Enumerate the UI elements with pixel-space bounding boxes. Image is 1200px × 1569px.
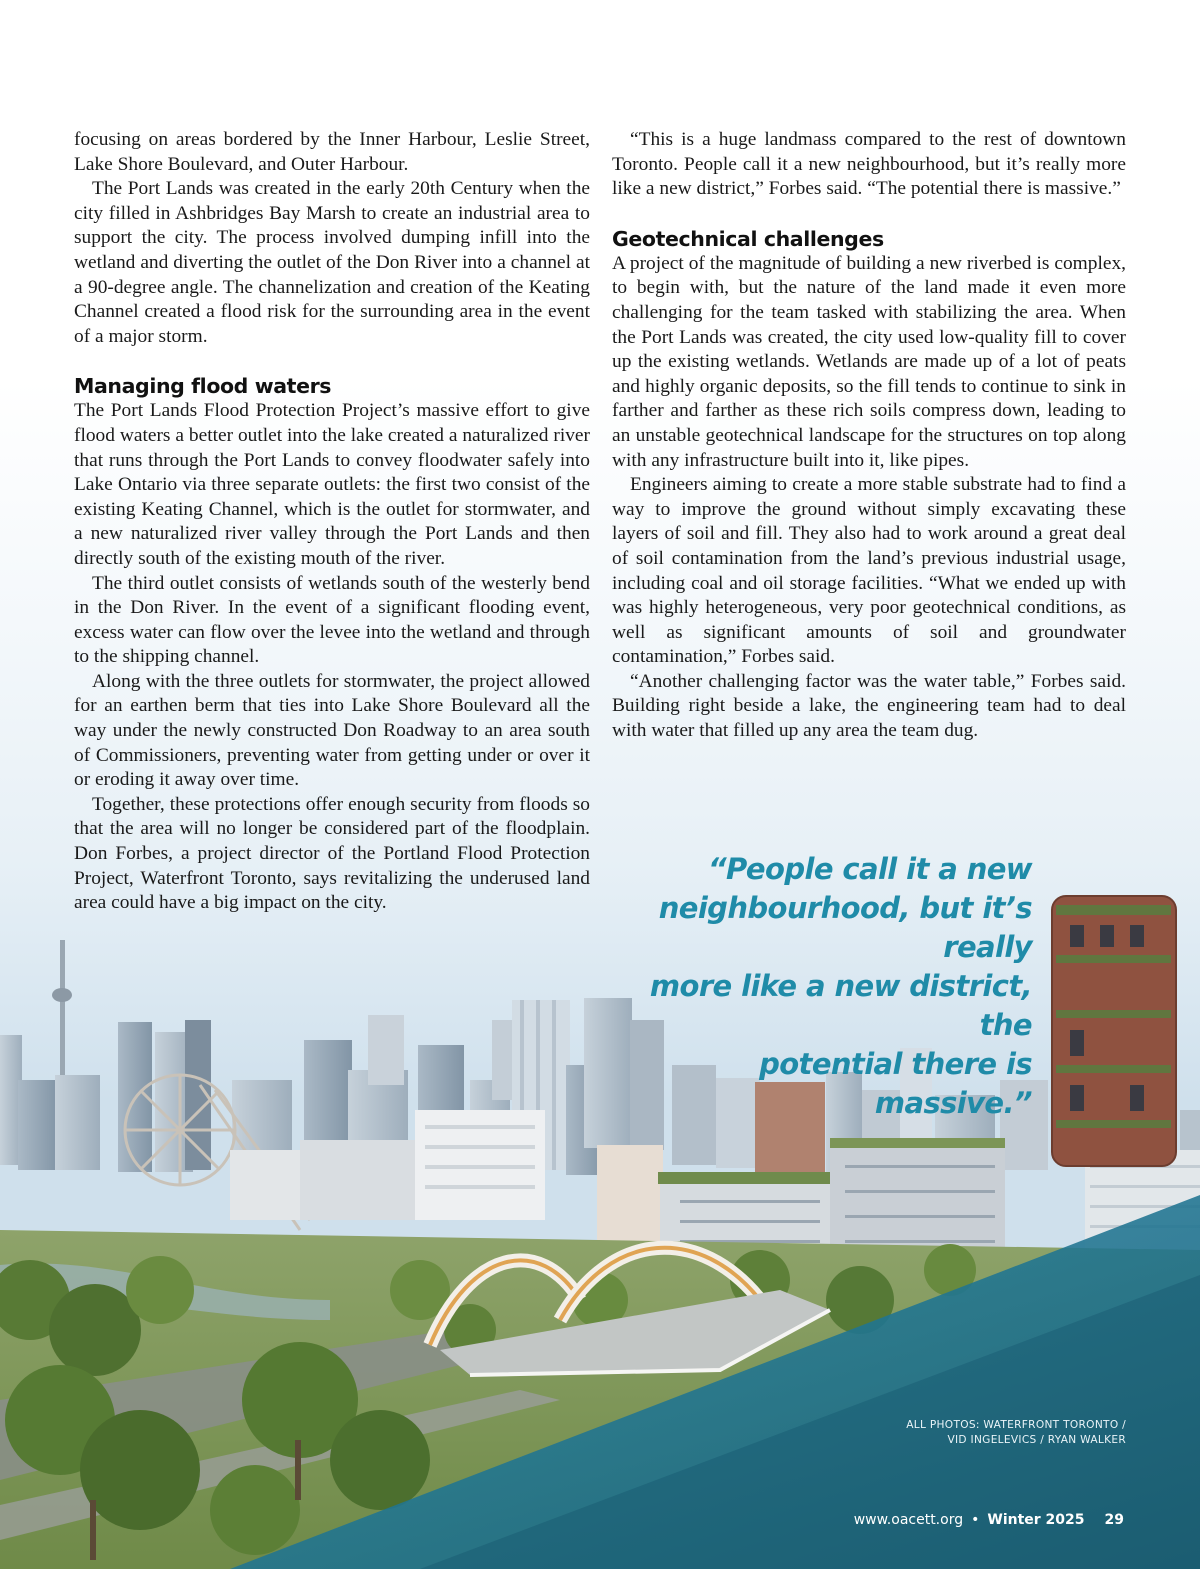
pull-quote-line: “People call it a new (707, 852, 1032, 886)
photo-credit-line: ALL PHOTOS: WATERFRONT TORONTO / (906, 1419, 1126, 1431)
green-tower (1052, 896, 1176, 1166)
right-column (612, 128, 1126, 744)
paragraph: Along with the three outlets for stormwater, the project allowed for an earthen berm that ties into Lake Shore Boulevard all the way under the newly constructed Don Roadway to an area south of Commissioners, preventing water from getting under or over it or eroding it away over time. (74, 670, 590, 791)
paragraph: Together, these protections offer enough security from floods so that the area will no longer be considered part of the floodplain. Don Forbes, a project director of the Portland Flood Protection Project, Waterfront Toronto, says revitalizing the underused land area could have a big impact on the city. (74, 793, 590, 914)
photo-credit (806, 1418, 1126, 1448)
pull-quote-line: more like a new district, the (649, 969, 1032, 1042)
pull-quote (600, 850, 1032, 1123)
pull-quote-line: neighbourhood, but it’s really (658, 891, 1032, 964)
paragraph: “This is a huge landmass compared to the rest of downtown Toronto. People call it a new neighbourhood, but it’s really more like a new district,” Forbes said. “The potential there is massive.” (612, 129, 1126, 200)
paragraph: “Another challenging factor was the water table,” Forbes said. Building right beside a lake, the engineering team had to deal with water that filled up any area the team dug. (612, 670, 1126, 742)
paragraph: A project of the magnitude of building a new riverbed is complex, to begin with, but the nature of the land made it even more challenging for the team tasked with stabilizing the area. When the Port Lands was created, the city used low-quality fill to cover up the existing wetlands. Wetlands are made up of a lot of peats and highly organic deposits, so the fill tends to continue to sink in farther and farther as these rich soils compress down, leading to an unstable geotechnical landscape for the structures on top along with any infrastructure built into it, like pipes. (612, 252, 1126, 471)
section-heading-geotechnical: Geotechnical challenges (612, 226, 884, 251)
page-footer (854, 1512, 1124, 1528)
paragraph: The third outlet consists of wetlands south of the westerly bend in the Don River. In the event of a significant flooding event, excess water can flow over the levee into the wetland and through to the shipping channel. (74, 572, 590, 668)
photo-credit-line: VID INGELEVICS / RYAN WALKER (947, 1434, 1126, 1446)
paragraph: Engineers aiming to create a more stable substrate had to find a way to improve the ground without simply excavating these layers of soil and fill. They also had to work around a great deal of soil contamination from the land’s previous industrial usage, including coal and oil storage facilities. “What we ended up with was highly heterogeneous, very poor geotechnical conditions, as well as significant amounts of soil and groundwater contamination,” Forbes said. (612, 474, 1126, 668)
footer-separator: • (971, 1512, 980, 1528)
paragraph: focusing on areas bordered by the Inner Harbour, Leslie Street, Lake Shore Boulevard, and Outer Harbour. (74, 129, 590, 175)
left-column (74, 128, 590, 916)
footer-website-link[interactable]: www.oacett.org (853, 1512, 964, 1528)
page-number: 29 (1104, 1512, 1124, 1528)
section-heading-flood: Managing flood waters (74, 374, 332, 399)
footer-issue: Winter 2025 (987, 1512, 1085, 1528)
paragraph: The Port Lands Flood Protection Project’s massive effort to give flood waters a better outlet into the lake created a naturalized river that runs through the Port Lands to convey floodwater safely into Lake Ontario via three separate outlets: the first two consist of the existing Keating Channel, which is the outlet for stormwater, and a new naturalized river valley through the Port Lands and then directly south of the existing mouth of the river. (74, 400, 590, 569)
paragraph: The Port Lands was created in the early 20th Century when the city filled in Ashbridges Bay Marsh to create an industrial area to support the city. The process involved dumping infill into the wetland and diverting the outlet of the Don River into a channel at a 90-degree angle. The channelization and creation of the Keating Channel created a flood risk for the surrounding area in the event of a major storm. (74, 178, 590, 347)
pull-quote-line: potential there is massive.” (759, 1047, 1032, 1120)
